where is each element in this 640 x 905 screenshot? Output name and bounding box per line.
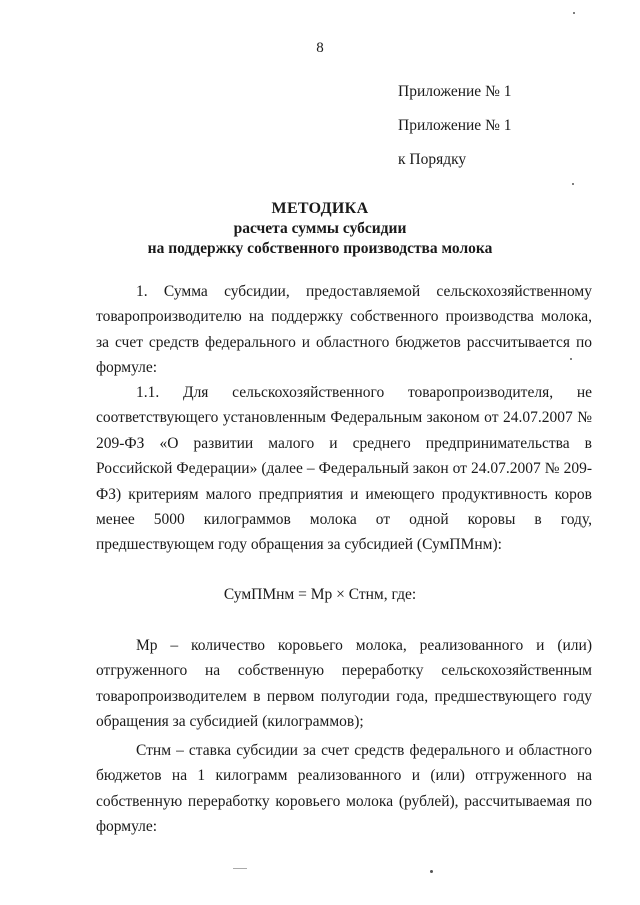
paragraph-1-text: 1. Сумма субсидии, предоставляемой сельскохозяйственному товаропроизводителю на поддержку собственного производства молока, за счет средств федерального и областного бюджетов рассчитывается по формуле:	[96, 283, 592, 377]
scan-speck	[570, 358, 572, 360]
document-subtitle-line2: на поддержку собственного производства молока	[147, 240, 493, 257]
scan-speck	[573, 12, 575, 14]
paragraph-1	[96, 279, 592, 381]
scan-speck	[572, 183, 574, 185]
appendix-label-repeat: Приложение № 1	[398, 117, 512, 134]
paragraph-1-1	[96, 380, 592, 558]
definition-mr-text: Мр – количество коровьего молока, реализованного и (или) отгруженного на собственную переработку сельскохозяйственным товаропроизводителем в первом полугодии года, предшествующего году обращения за субсидией (килограммов);	[96, 637, 592, 731]
definition-stnm	[96, 738, 592, 840]
definition-stnm-text: Стнм – ставка субсидии за счет средств федерального и областного бюджетов на 1 килограмм реализованного и (или) отгруженного на собственную переработку коровьего молока (рублей), рассчитываемая по формуле:	[96, 742, 592, 836]
scan-speck	[430, 870, 433, 873]
page-number: 8	[316, 40, 324, 56]
scan-speck	[233, 868, 247, 869]
formula: СумПМнм = Мр × Стнм, где:	[223, 586, 417, 603]
document-title: МЕТОДИКА	[271, 200, 369, 217]
document-subtitle-line1: расчета суммы субсидии	[233, 220, 407, 237]
definition-mr	[96, 633, 592, 735]
appendix-order-ref: к Порядку	[398, 151, 467, 168]
paragraph-1-1-text: 1.1. Для сельскохозяйственного товаропроизводителя, не соответствующего установленным Федеральным законом от 24.07.2007 № 209-ФЗ «О развитии малого и среднего предпринимательства в Российской Федерации» (далее – Федеральный закон от 24.07.2007 № 209-ФЗ) критериям малого предприятия и имеющего продуктивность коров менее 5000 килограммов молока от одной коровы в году, предшествующем году обращения за субсидией (СумПМнм):	[96, 384, 592, 554]
appendix-label: Приложение № 1	[398, 83, 512, 100]
